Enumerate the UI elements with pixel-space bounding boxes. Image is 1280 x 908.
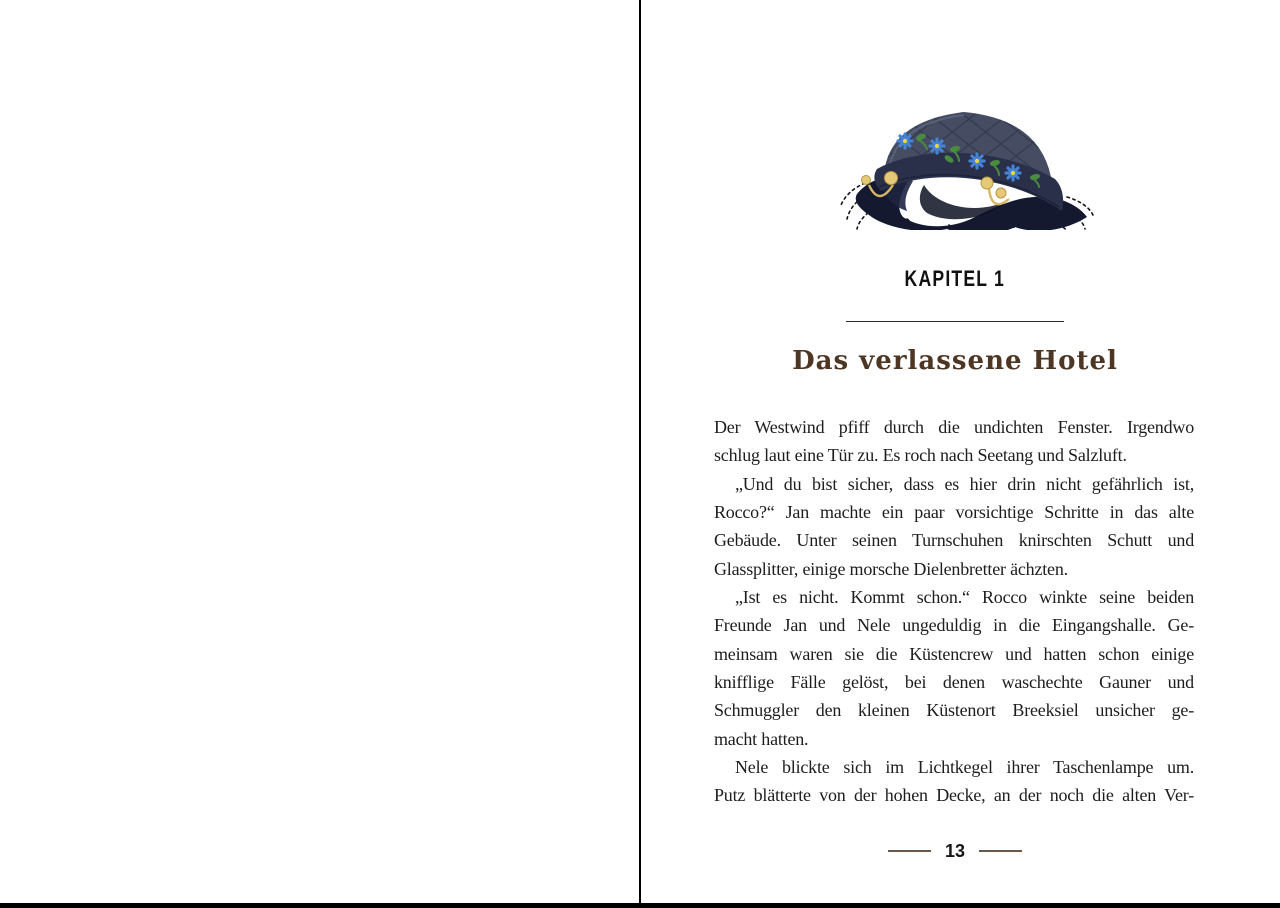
body-line: schlug laut eine Tür zu. Es roch nach Seetang und Salzluft. — [714, 445, 1127, 466]
body-line: meinsam waren sie die Küstencrew und hatten schon einige — [714, 643, 1194, 664]
body-line: Putz blätterte von der hohen Decke, an der noch die alten Ver- — [714, 785, 1194, 806]
body-line: knifflige Fälle gelöst, bei denen waschechte Gauner und — [714, 672, 1194, 693]
body-line: Freunde Jan und Nele ungeduldig in die Eingangshalle. Ge- — [714, 615, 1194, 636]
chapter-number — [641, 264, 1269, 294]
chapter-number-label: KAPITEL 1 — [904, 266, 1006, 291]
souwester-hat-illustration — [829, 78, 1099, 230]
body-line: Rocco?“ Jan machte ein paar vorsichtige Schritte in das alte — [714, 502, 1194, 523]
body-line: „Und du bist sicher, dass es hier drin nicht gefährlich ist, — [735, 473, 1194, 494]
chapter-title: Das verlassene Hotel — [792, 346, 1118, 376]
footer-dash-right — [979, 850, 1022, 852]
right-page — [641, 0, 1280, 903]
left-page-blank — [0, 0, 639, 903]
body-text — [714, 413, 1194, 810]
body-line: „Ist es nicht. Kommt schon.“ Rocco winkte seine beiden — [735, 587, 1194, 608]
body-line: Schmuggler den kleinen Küstenort Breeksiel unsicher ge- — [714, 700, 1194, 721]
body-line: Gebäude. Unter seinen Turnschuhen knirschten Schutt und — [714, 530, 1194, 551]
bottom-edge-bar — [0, 903, 1280, 908]
footer-dash-left — [888, 850, 931, 852]
page-number: 13 — [944, 841, 966, 861]
body-line: Nele blickte sich im Lichtkegel ihrer Taschenlampe um. — [735, 757, 1194, 778]
body-line: Glassplitter, einige morsche Dielenbretter ächzten. — [714, 558, 1068, 579]
body-line: macht hatten. — [714, 728, 809, 749]
body-line: Der Westwind pfiff durch die undichten Fenster. Irgendwo — [714, 417, 1194, 437]
chapter-rule — [846, 321, 1064, 322]
page-footer — [641, 839, 1269, 863]
